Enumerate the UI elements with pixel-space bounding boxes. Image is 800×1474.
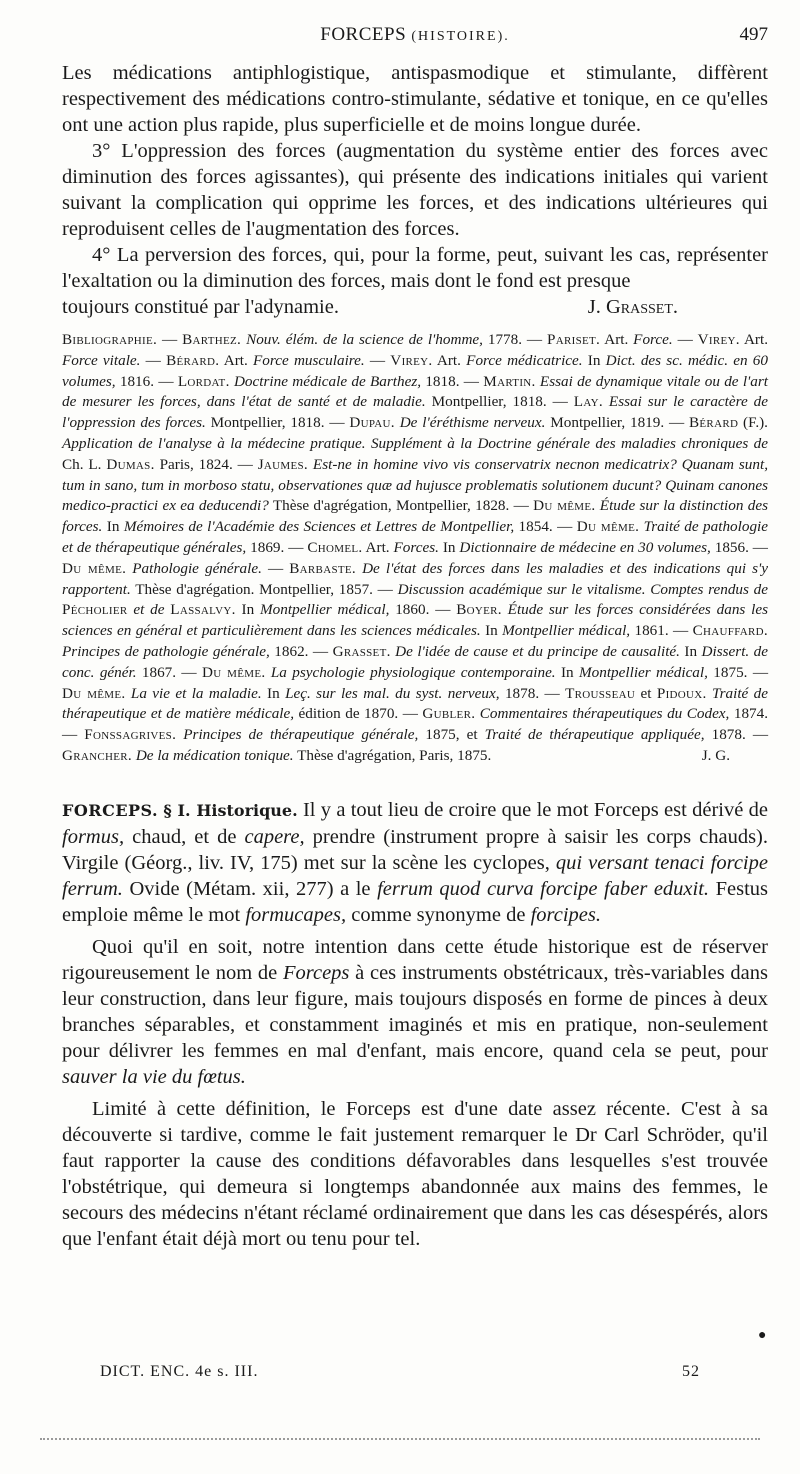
bibliography-segment: — [364,351,391,369]
bibliography-segment: 1854. — [514,518,577,536]
page [62,24,768,1252]
running-title [62,24,768,46]
bibliography-segment: et [635,684,657,702]
bibliography-segment: Gubler. [422,705,476,723]
bibliography-segment: 1860. — [389,601,457,619]
section-heading: § I. Historique. [163,800,298,820]
bibliography-segment: Art. [362,538,394,556]
bibliography-segment: In [582,351,606,369]
bibliography-segment: Art. [600,331,634,348]
bibliography-segment: Forces. [393,538,439,556]
running-title-main: FORCEPS [320,24,407,45]
bibliography-segment: Leç. sur les mal. du syst. nerveux, [285,684,500,702]
article-p1-segment: chaud, et de [124,825,245,848]
bibliography-segment: Essai sur le caractère de l'oppression des forces. [62,393,768,432]
bibliography-segment: Force. [633,331,673,348]
article-p2-segment: Forceps [283,961,350,984]
bibliography-segment: Jaumes. [257,455,309,473]
bibliography-segment: Traité de pathologie et de thérapeutique générales, [62,518,769,556]
bibliography-segment: (F.). [738,414,768,432]
bibliography-segment: 1862. — [269,642,333,660]
intro-paragraph-3: 4° La perversion des forces, qui, pour la forme, peut, suivant les cas, représenter l'exaltation ou la diminution des forces, mais dont le fond est presque [62,244,768,292]
bibliography-segment: Thèse d'agrégation, Paris, 1875. [293,746,492,764]
bibliography-segment: Étude sur la distinction des forces. [62,497,768,536]
bibliography-segment: Doctrine médicale de Barthez, [229,372,422,390]
bibliography-segment: Force médicatrice. [466,351,583,369]
bibliography-segment: Thèse d'agrégation. Montpellier, 1857. — [130,580,398,598]
bibliography-segment: Dict. des sc. médic. en 60 volumes, [62,351,768,390]
bibliography-segment: Montpellier médical, [578,663,708,681]
bibliography-segment: — [140,351,167,369]
article-p2-segment: à ces instruments obstétricaux, très-variables dans leur construction, dans leur figure, mais toujours disposés en forme de pinces à deux branches séparables, et constamment imaginés et mis en pratique, non-seulement pour délivrer les femmes en mal d'enfant, mais encore, quand cela se peut, pour [62,961,768,1062]
bibliography-segment: In [438,538,460,556]
running-title-sub: (HISTOIRE). [411,29,510,44]
bibliography-segment: De l'idée de cause et du principe de causalité. [390,642,680,660]
article-forceps [62,797,768,1252]
article-p1-segment: capere, [244,825,305,848]
bibliography-segment: Pidoux. [656,684,707,702]
bibliography-segment: — [157,331,183,348]
bibliography-segment: Du même. [201,663,266,681]
bibliography-segment: Montpellier, 1819. — [545,414,689,432]
bibliography-segment: De l'état des forces dans les maladies et des indications qui s'y rapportent. [62,559,769,598]
article-paragraph-1 [62,797,768,928]
bibliography-segment: Du même. [62,684,126,702]
bibliography-segment: Thèse d'agrégation, Montpellier, 1828. — [268,497,534,515]
bibliography-segment: 1875, et [418,726,485,744]
bibliography-segment: Force vitale. [62,351,141,369]
bibliography-segment: Martin. [483,372,536,390]
margin-bullet-icon: ● [758,1328,767,1343]
bibliography-segment: édition de 1870. — [294,705,423,723]
bibliography-segment: Dictionnaire de médecine en 30 volumes, [459,538,711,556]
bibliography-segment: Virey. [390,351,433,369]
bibliography-segment: Montpellier, 1818. — [425,393,574,411]
bibliography-segment: Du même. [576,518,640,536]
bibliography-segment: In [679,642,702,660]
bibliography-segment: 1878. — [499,684,566,702]
bibliography-segment: Traité de thérapeutique et de matière médicale, [62,684,769,723]
bibliography-segment: 1778. — [482,331,548,348]
bibliography-segment: Du même. [533,497,596,515]
bibliography-segment: 1875. — [707,663,769,681]
bibliography-segment: Est-ne in homine vivo vis conservatrix necnon medicatrix? Quanam sunt, tum in sano, tum in morboso statu, observationes quæ ad hujusce problematis solutionem ducunt? Quinam canones medico-practici ex ea deducendi? [62,455,768,515]
article-p1-segment: qui versant tenaci forcipe ferrum. [62,851,768,900]
article-p1-segment: Il y a tout lieu de croire que le mot Forceps est dérivé de [297,798,768,821]
bibliography-segment: Nouv. élém. de la science de l'homme, [241,331,483,348]
bibliography-segment: La psychologie physiologique contemporaine. [265,663,556,681]
footer-volume: DICT. ENC. 4e s. III. [100,1363,259,1380]
article-headword: FORCEPS. [62,800,159,820]
bibliography-segment: 1878. — [704,726,769,744]
article-p1-segment: prendre (instrument propre à saisir les corps chauds). Virgile (Géorg., liv. IV, 175) met sur la scène les cyclopes, [62,825,768,874]
article-p2-segment: sauver la vie du fœtus. [62,1065,246,1088]
article-p1-segment: Festus emploie même le mot [62,877,769,926]
bibliography-segment: Paris, 1824. — [154,455,258,473]
bibliography [62,330,768,767]
bibliography-segment: Pariset. [547,331,601,348]
bibliography-segment: Grasset. [332,642,391,660]
bibliography-signature: J. G. [701,746,730,764]
footer-signature-number: 52 [682,1363,700,1380]
bibliography-segment: De la médication tonique. [132,746,294,764]
bibliography-segment: et de [127,601,171,619]
bibliography-segment: 1816. — [115,372,178,390]
bibliography-segment: Étude sur les forces considérées dans les sciences en général et particulièrement dans les sciences médicales. [62,601,769,640]
bibliography-segment: Principes de pathologie générale, [62,642,270,660]
bibliography-segment: Essai de dynamique vitale ou de l'art de mesurer les forces, dans l'état de santé et de maladie. [62,372,769,411]
bibliography-segment: Discussion académique sur le vitalisme. Comptes rendus de [397,580,768,598]
bibliography-segment: Dumas. [106,455,155,473]
bibliography-segment: 1861. — [630,622,693,640]
intro-paragraph-1: Les médications antiphlogistique, antispasmodique et stimulante, diffèrent respectivement des médications contro-stimulante, sédative et tonique, en ce qu'elles ont une action plus rapide, plus superficielle et de moins longue durée. [62,62,768,136]
intro-paragraph-3-end: toujours constitué par l'adynamie. [62,296,339,318]
bibliography-segment: Lassalvy. [170,601,236,619]
article-p1-segment: forcipes. [530,903,601,926]
bibliography-segment: 1869. — [246,538,308,556]
bibliography-segment: 1867. — [136,663,202,681]
bibliography-segment: In [555,663,579,681]
bibliography-segment: Trousseau [565,684,636,702]
intro-paragraph-2: 3° L'oppression des forces (augmentation du système entier des forces avec diminution des forces agissantes), qui présente des indications initiales qui varient suivant la complication qui opprime les forces, et des indications ultérieures qui reproduisent celles de l'augmentation des forces. [62,140,768,240]
article-paragraph-3: Limité à cette définition, le Forceps est d'une date assez récente. C'est à sa découverte si tardive, comme le fait justement remarquer le Dr Carl Schröder, qu'il faut rapporter la cause des conditions défavorables dans lesquelles s'est trouvée l'obstétrique, qui demeura si longtemps abandonnée aux mains des femmes, le secours des médecins n'étant réclamé ordinairement que dans les cas désespérés, alors que l'enfant était déjà mort ou tenu pour tel. [62,1097,768,1250]
bibliography-segment: Grancher. [62,746,133,764]
bibliography-segment: Chauffard. [692,622,769,640]
bibliography-segment: Fonssagrives. [84,726,177,744]
bibliography-segment: Montpellier médical, [260,601,390,619]
bibliography-segment: Barthez. [182,331,242,348]
bibliography-segment: Chomel. [307,538,363,556]
bottom-dotted-rule [40,1438,760,1440]
bibliography-segment: Barbaste. [289,559,356,577]
bibliography-segment: Force musculaire. [253,351,365,369]
article-p1-segment: comme synonyme de [346,903,531,926]
bibliography-segment: Boyer. [456,601,502,619]
bibliography-segment: In [480,622,503,640]
bibliography-segment: Mémoires de l'Académie des Sciences et Lettres de Montpellier, [123,518,515,536]
bibliography-segment: Montpellier médical, [502,622,631,640]
running-head [62,24,768,60]
bibliography-segment: — [261,559,290,577]
intro-last-line [62,294,768,320]
bibliography-segment: Pécholier [62,601,128,619]
bibliography-segment: Montpellier, 1818. — [205,414,350,432]
page-number: 497 [739,24,768,45]
bibliography-segment: Pathologie générale. [126,559,262,577]
article-p2-segment: Quoi qu'il en soit, notre intention dans cette étude historique est de réserver rigoureusement le nom de [62,935,768,984]
article-p1-segment: formus, [62,825,125,848]
bibliography-segment: Art. [219,351,254,369]
bibliography-segment: De l'éréthisme nerveux. [394,414,546,432]
bibliography-segment: 1818. — [421,372,484,390]
bibliography-segment: Application de l'analyse à la médecine pratique. Supplément à la Doctrine générale des maladies chroniques de [62,434,768,452]
bibliography-segment: Traité de thérapeutique appliquée, [484,726,705,744]
bibliography-segment: Lay. [573,393,603,411]
bibliography-segment: In [102,518,124,536]
bibliography-segment: Virey. [697,331,740,348]
article-p1-segment: formucapes, [245,903,347,926]
bibliography-segment: Principes de thérapeutique générale, [176,726,419,744]
bibliography-segment: Bibliographie. [62,331,158,348]
article-p1-segment: ferrum quod curva forcipe faber eduxit. [377,877,710,900]
article-paragraph-2 [62,934,768,1090]
bibliography-segment: Dissert. de conc. génér. [62,642,769,681]
author-signature: J. Grasset. [587,296,678,318]
bibliography-segment: — [672,331,698,348]
bibliography-segment: 1856. — [710,538,768,556]
bibliography-segment: Ch. L. [62,455,107,473]
bibliography-segment: Bérard [688,414,739,432]
article-p1-segment: Ovide (Métam. xii, 277) a le [122,877,378,900]
bibliography-segment: Dupau. [349,414,395,432]
bibliography-segment: 1874. — [62,705,769,744]
bibliography-segment: Lordat. [177,372,230,390]
bibliography-segment: In [235,601,261,619]
page-footer [100,1363,700,1381]
bibliography-segment: Commentaires thérapeutiques du Codex, [475,705,730,723]
bibliography-segment: Art. [739,331,768,348]
bibliography-segment: Art. [432,351,467,369]
bibliography-segment: Bérard. [166,351,220,369]
bibliography-segment: In [261,684,286,702]
bibliography-segment: La vie et la maladie. [125,684,262,702]
bibliography-segment: Du même. [62,559,127,577]
